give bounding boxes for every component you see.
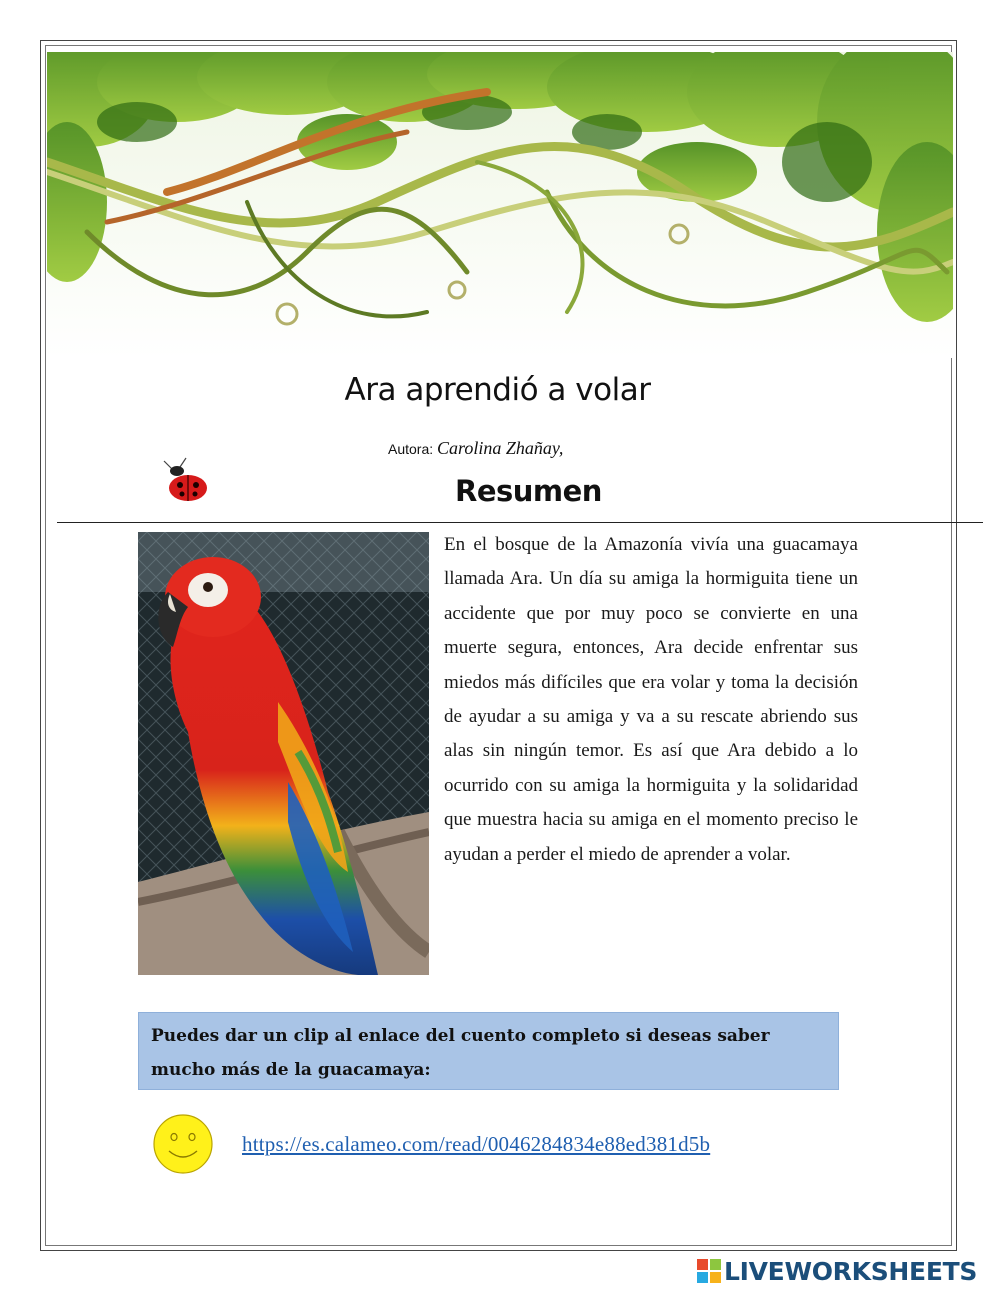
section-heading: Resumen [455, 474, 602, 508]
story-title: Ara aprendió a volar [344, 372, 651, 408]
story-summary: En el bosque de la Amazonía vivía una guacamaya llamada Ara. Un día su amiga la hormiguita tiene un accidente que por muy poco se convierte en una muerte segura, entonces, Ara decide enfrentar sus miedos más difíciles que era volar y toma la decisión de ayudar a su amiga y va a su rescate abriendo sus alas sin ningún temor. Es así que Ara debido a lo ocurrido con su amiga la hormiguita y la solidaridad que muestra hacia su amiga en el momento preciso le ayudan a perder el miedo de aprender a volar. [444, 534, 858, 865]
jungle-vines-banner [47, 52, 953, 358]
brand-name: LIVEWORKSHEETS [724, 1256, 978, 1286]
author-line [388, 438, 563, 459]
author-label: Autora: [388, 441, 434, 457]
liveworksheets-branding[interactable] [697, 1256, 977, 1286]
scarlet-macaw-photo [138, 532, 429, 975]
author-name: Carolina Zhañay, [437, 438, 564, 458]
ladybug-icon [150, 455, 220, 505]
full-story-link[interactable]: https://es.calameo.com/read/0046284834e88ed381d5b [242, 1132, 711, 1156]
smiley-face-icon [152, 1113, 214, 1175]
liveworksheets-logo [697, 1259, 721, 1283]
section-divider [57, 522, 983, 523]
story-link-callout: Puedes dar un clip al enlace del cuento completo si deseas saber mucho más de la guacamaya: [138, 1012, 839, 1090]
